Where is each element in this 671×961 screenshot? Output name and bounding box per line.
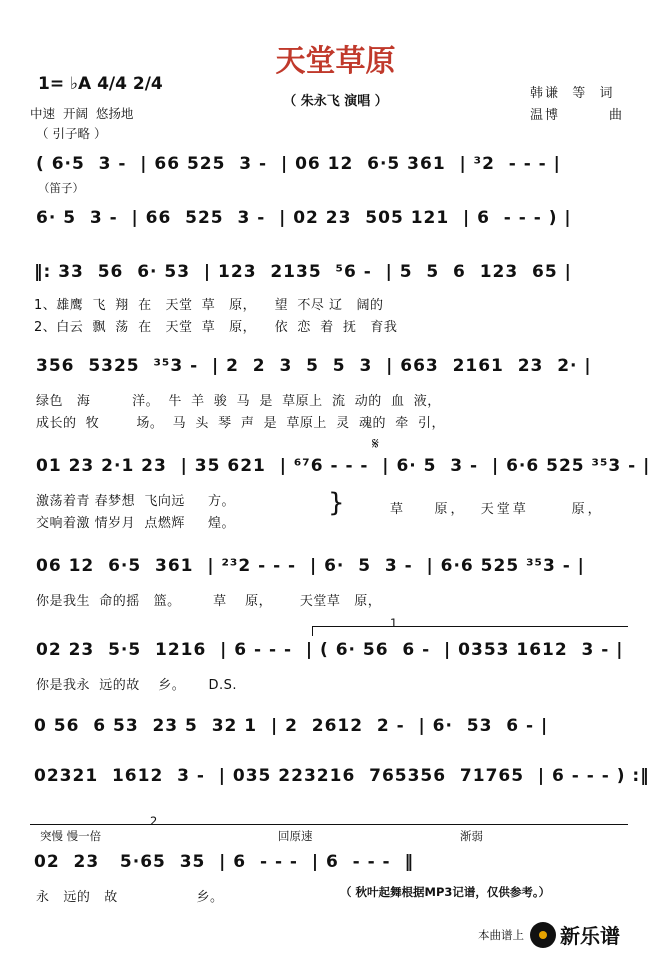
composer-credit: 温博 曲 <box>530 108 625 123</box>
singer-credit: （ 朱永飞 演唱 ） <box>283 94 388 109</box>
volta-2-bracket <box>30 824 628 825</box>
volta-1-hook <box>312 626 313 636</box>
notation-row-1: ( 6·5 3 - | 66 525 3 - | 06 12 6·5 361 | ³2 - - - | <box>36 154 561 174</box>
lyric-row-6: 你是我生 命的摇 篮。 草 原， 天堂草 原， <box>36 594 382 609</box>
notation-row-9: 02321 1612 3 - | 035 223216 765356 71765 | 6 - - - ) :‖ <box>34 766 650 786</box>
lyric-row-10: 永 远的 故 乡。 <box>36 890 224 905</box>
slow-marking: 突慢 慢一倍 <box>40 829 102 843</box>
notation-row-2: 6· 5 3 - | 66 525 3 - | 02 23 505 121 | 6 - - - ) | <box>36 208 572 228</box>
notation-row-3: ‖: 33 56 6· 53 | 123 2135 ⁵6 - | 5 5 6 123 65 | <box>34 262 572 282</box>
record-disc-icon <box>530 922 556 948</box>
volta-1-label: 1 <box>390 616 398 630</box>
chorus-lyric: 草 原， 天堂草 原， <box>390 502 604 517</box>
lyric-row-7: 你是我永 远的故 乡。 D.S. <box>36 678 237 693</box>
intro-note: （ 引子略 ） <box>36 126 107 141</box>
resume-tempo-marking: 回原速 <box>278 829 313 843</box>
notation-row-10: 02 23 5·65 35 | 6 - - - | 6 - - - ‖ <box>34 852 414 872</box>
source-label: 本曲谱上 <box>478 927 524 942</box>
lyricist-credit: 韩谦 等 词 <box>530 86 615 101</box>
lyric-row-5-verse-2: 交响着激 情岁月 点燃辉 煌。 <box>36 516 236 531</box>
brand-logo <box>478 920 620 949</box>
lyric-row-4-verse-2: 成长的 牧 场。 马 头 琴 声 是 草原上 灵 魂的 牵 引， <box>36 416 445 431</box>
notation-row-4: 356 5325 ³⁵3 - | 2 2 3 5 5 3 | 663 2161 23 2· | <box>36 356 592 376</box>
song-title: 天堂草原 <box>275 44 396 79</box>
lyric-row-4-verse-1: 绿色 海 洋。 牛 羊 骏 马 是 草原上 流 动的 血 液， <box>36 394 441 409</box>
transcriber-note: （ 秋叶起舞根据MP3记谱，仅供参考。） <box>340 885 551 899</box>
lyric-row-3-verse-1: 1、雄鹰 飞 翔 在 天堂 草 原， 望 不尽 辽 阔的 <box>34 298 384 313</box>
notation-row-6: 06 12 6·5 361 | ²³2 - - - | 6· 5 3 - | 6·6 525 ³⁵3 - | <box>36 556 585 576</box>
key-signature: 1= ♭A 4/4 2/4 <box>38 74 163 94</box>
volta-1-bracket <box>312 626 628 627</box>
lyric-row-3-verse-2: 2、白云 飘 荡 在 天堂 草 原， 依 恋 着 抚 育我 <box>34 320 398 335</box>
lyric-row-5-verse-1: 激荡着青 春梦想 飞向远 方。 <box>36 494 236 509</box>
segno-sign: 𝄋 <box>372 434 379 453</box>
tempo-marking: 中速 开阔 悠扬地 <box>30 106 134 121</box>
brand-name: 新乐谱 <box>560 924 620 948</box>
flute-label: （笛子） <box>38 181 84 195</box>
fade-marking: 渐弱 <box>460 829 483 843</box>
verse-brace: } <box>328 488 345 518</box>
volta-2-label: 2 <box>150 814 158 828</box>
notation-row-5: 01 23 2·1 23 | 35 621 | ⁶⁷6 - - - | 6· 5 3 - | 6·6 525 ³⁵3 - | <box>36 456 651 476</box>
notation-row-8: 0 56 6 53 23 5 32 1 | 2 2612 2 - | 6· 53 6 - | <box>34 716 549 736</box>
notation-row-7: 02 23 5·5 1216 | 6 - - - | ( 6· 56 6 - | 0353 1612 3 - | <box>36 640 624 660</box>
